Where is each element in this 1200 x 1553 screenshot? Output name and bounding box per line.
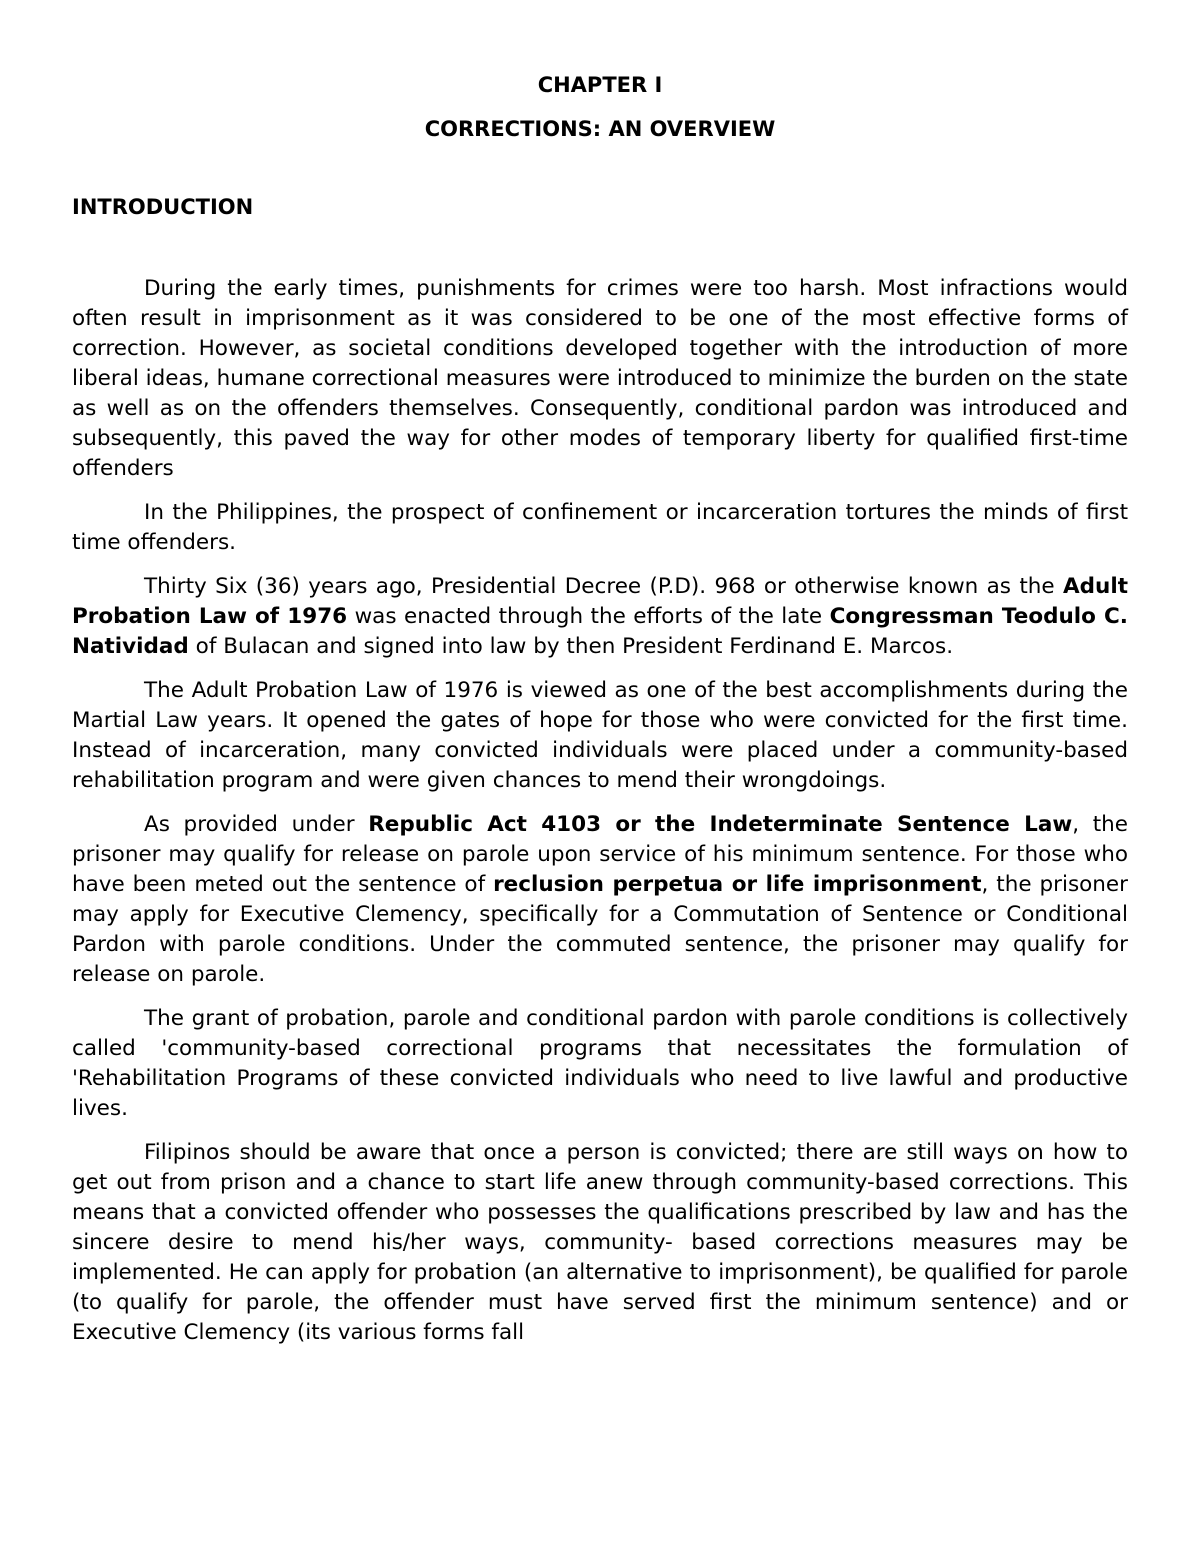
paragraph-3-text: of Bulacan and signed into law by then President Ferdinand E. Marcos. — [188, 634, 954, 659]
chapter-number: CHAPTER I — [537, 73, 663, 97]
bold-adult-probation-law: Adult Probation Law of 1976 — [72, 574, 1128, 629]
paragraph-5-text: , the prisoner may apply for Executive Clemency, specifically for a Commutation of Sentence or Conditional Pardon with parole conditions. Under the commuted sentence, the prisoner may qualify for release on parole. — [72, 872, 1129, 987]
bold-reclusion-perpetua: reclusion perpetua or life imprisonment — [493, 872, 982, 897]
bold-congressman-name: Congressman Teodulo C. Natividad — [72, 604, 1128, 659]
paragraph-5-text: As provided under — [144, 812, 369, 837]
section-heading: INTRODUCTION — [72, 195, 254, 219]
paragraph-7: Filipinos should be aware that once a person is convicted; there are still ways on how to get out from prison and a chance to start life anew through community-based corrections. This means that a convicted offender who possesses the qualifications prescribed by law and has the sincere desire to mend his/her ways, community- based corrections measures may be implemented. He can apply for probation (an alternative to imprisonment), be qualified for parole (to qualify for parole, the offender must have served first the minimum sentence) and or Executive Clemency (its various forms fall — [72, 1140, 1128, 1345]
paragraph-5 — [72, 810, 1128, 990]
paragraph-3-text: was enacted through the efforts of the late — [347, 604, 830, 629]
paragraph-3 — [72, 572, 1128, 662]
paragraph-2: In the Philippines, the prospect of confinement or incarceration tortures the minds of first time offenders. — [72, 500, 1128, 555]
bold-republic-act: Republic Act 4103 or the Indeterminate Sentence Law — [368, 812, 1073, 837]
document-page — [72, 70, 1128, 1362]
document-body — [72, 274, 1128, 1348]
chapter-title: CORRECTIONS: AN OVERVIEW — [424, 117, 776, 141]
paragraph-1: During the early times, punishments for crimes were too harsh. Most infractions would often result in imprisonment as it was considered to be one of the most effective forms of correction. However, as societal conditions developed together with the introduction of more liberal ideas, humane correctional measures were introduced to minimize the burden on the state as well as on the offenders themselves. Consequently, conditional pardon was introduced and subsequently, this paved the way for other modes of temporary liberty for qualified first-time offenders — [72, 276, 1128, 481]
paragraph-6: The grant of probation, parole and conditional pardon with parole conditions is collectively called 'community-based correctional programs that necessitates the formulation of 'Rehabilitation Programs of these convicted individuals who need to live lawful and productive lives. — [72, 1006, 1128, 1121]
paragraph-3-text: Thirty Six (36) years ago, Presidential Decree (P.D). 968 or otherwise known as the — [144, 574, 1064, 599]
paragraph-4: The Adult Probation Law of 1976 is viewed as one of the best accomplishments during the Martial Law years. It opened the gates of hope for those who were convicted for the first time. Instead of incarceration, many convicted individuals were placed under a community-based rehabilitation program and were given chances to mend their wrongdoings. — [72, 678, 1128, 793]
paragraph-5-text: , the prisoner may qualify for release on parole upon service of his minimum sentence. For those who have been meted out the sentence of — [72, 812, 1129, 897]
